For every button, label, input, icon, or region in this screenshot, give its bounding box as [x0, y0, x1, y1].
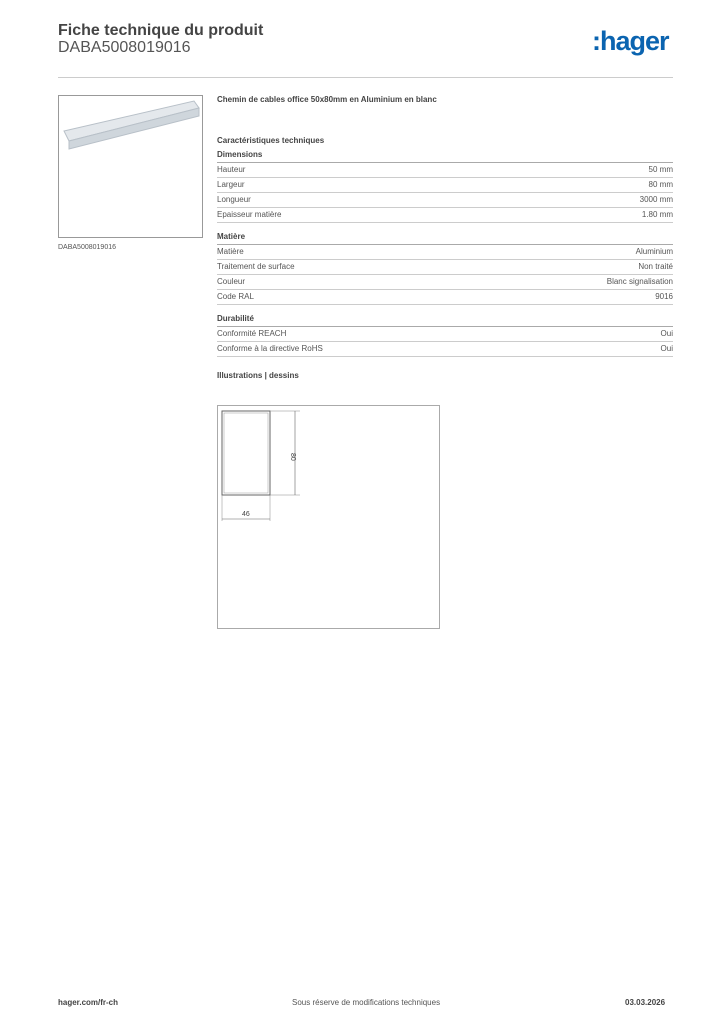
spec-label: Largeur [217, 180, 245, 189]
product-code: DABA5008019016 [58, 39, 191, 56]
spec-row [217, 342, 673, 357]
spec-label: Traitement de surface [217, 262, 295, 271]
footer-date: 03.03.2026 [625, 998, 666, 1007]
product-name: Chemin de cables office 50x80mm en Aluminium en blanc [217, 95, 437, 104]
dim-height: 80 [289, 453, 296, 461]
group-title: Dimensions [217, 150, 673, 163]
spec-value: Oui [660, 329, 673, 338]
spec-label: Epaisseur matière [217, 210, 282, 219]
divider [58, 77, 673, 78]
spec-row [217, 327, 673, 342]
group-title: Durabilité [217, 314, 673, 327]
footer-website[interactable]: hager.com/fr-ch [58, 998, 119, 1007]
page-title: Fiche technique du produit [58, 22, 264, 39]
image-caption: DABA5008019016 [58, 244, 116, 251]
spec-label: Couleur [217, 277, 246, 286]
spec-row [217, 260, 673, 275]
spec-value: 9016 [655, 292, 673, 301]
spec-row [217, 275, 673, 290]
spec-value: Aluminium [635, 247, 673, 256]
spec-row [217, 208, 673, 223]
footer-note: Sous réserve de modifications techniques [292, 998, 441, 1007]
hager-logo: :hager [592, 26, 669, 56]
spec-label: Matière [217, 247, 244, 256]
spec-value: 3000 mm [639, 195, 673, 204]
product-image [58, 95, 203, 238]
technical-drawing [217, 405, 440, 629]
spec-group [217, 232, 673, 305]
spec-value: 50 mm [648, 165, 673, 174]
spec-row [217, 245, 673, 260]
section-title: Caractéristiques techniques [217, 136, 325, 145]
spec-label: Code RAL [217, 292, 254, 301]
specs [217, 95, 673, 385]
spec-group [217, 314, 673, 357]
spec-value: 80 mm [648, 180, 673, 189]
spec-row [217, 163, 673, 178]
spec-label: Hauteur [217, 165, 246, 174]
spec-label: Longueur [217, 195, 251, 204]
spec-group [217, 150, 673, 223]
spec-value: Blanc signalisation [606, 277, 673, 286]
group-title: Matière [217, 232, 673, 245]
spec-row [217, 193, 673, 208]
spec-row [217, 290, 673, 305]
spec-label: Conforme à la directive RoHS [217, 344, 323, 353]
spec-value: Non traité [638, 262, 673, 271]
spec-value: 1.80 mm [641, 210, 673, 219]
illustrations-title: Illustrations | dessins [217, 371, 299, 380]
dim-width: 46 [242, 511, 250, 518]
spec-label: Conformité REACH [217, 329, 287, 338]
spec-row [217, 178, 673, 193]
spec-value: Oui [660, 344, 673, 353]
